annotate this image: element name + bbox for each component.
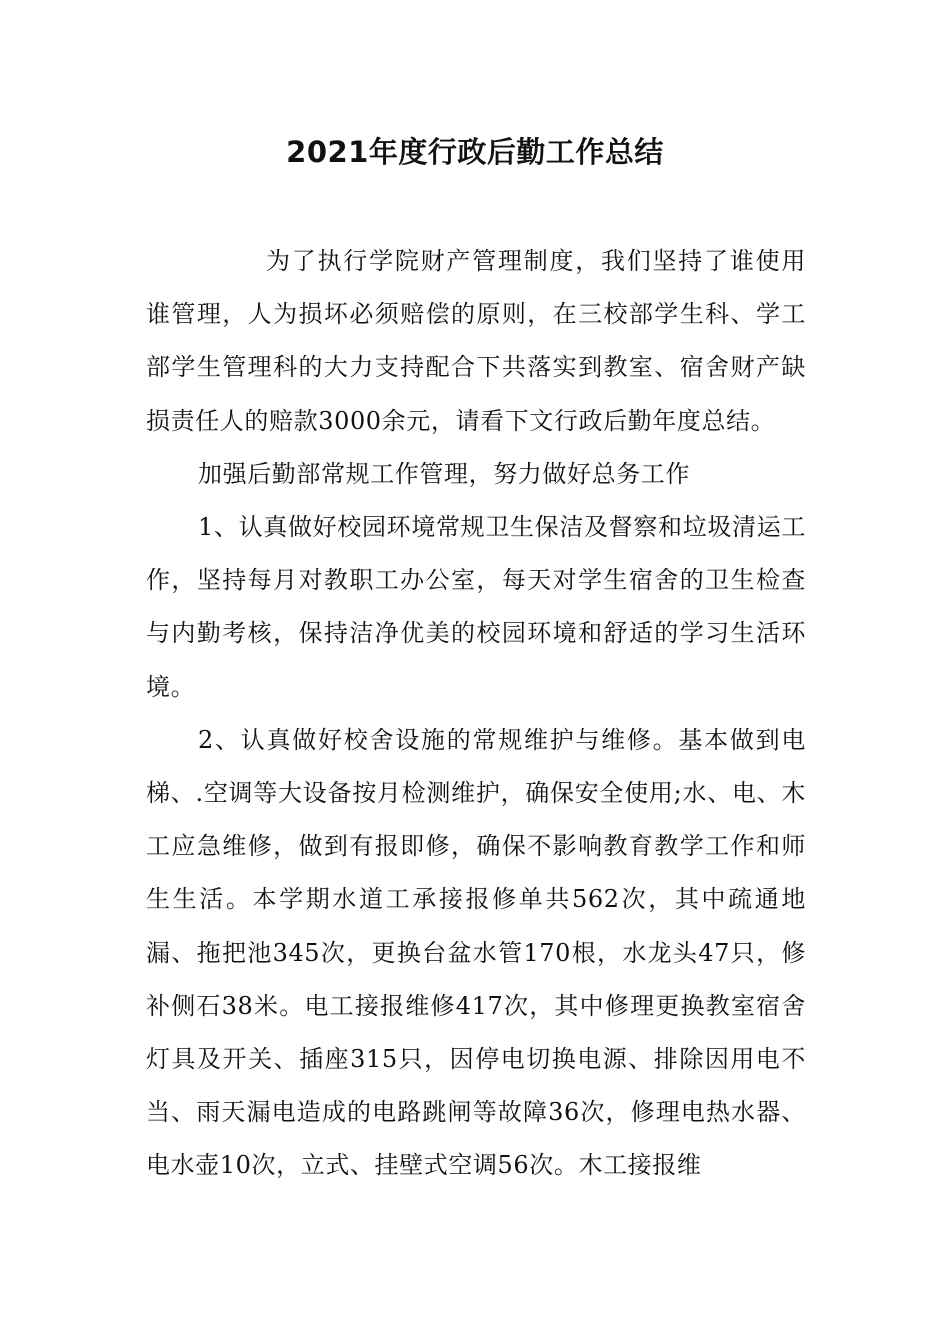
item-1-paragraph: 1、认真做好校园环境常规卫生保洁及督察和垃圾清运工作，坚持每月对教职工办公室，每天对学生宿舍的卫生检查与内勤考核，保持洁净优美的校园环境和舒适的学习生活环境。 xyxy=(146,513,806,701)
intro-paragraph: 为了执行学院财产管理制度，我们坚持了谁使用谁管理，人为损坏必须赔偿的原则，在三校部学生科、学工部学生管理科的大力支持配合下共落实到教室、宿舍财产缺损责任人的赔款3000余元，请看下文行政后勤年度总结。 xyxy=(146,247,806,435)
section-heading: 加强后勤部常规工作管理，努力做好总务工作 xyxy=(198,459,690,488)
item-2-paragraph: 2、认真做好校舍设施的常规维护与维修。基本做到电梯、.空调等大设备按月检测维护，确保安全使用;水、电、木工应急维修，做到有报即修，确保不影响教育教学工作和师生生活。本学期水道工承接报修单共562次，其中疏通地漏、拖把池345次，更换台盆水管170根，水龙头47只，修补侧石38米。电工接报维修417次，其中修理更换教室宿舍灯具及开关、插座315只，因停电切换电源、排除因用电不当、雨天漏电造成的电路跳闸等故障36次，修理电热水器、电水壶10次，立式、挂壁式空调56次。木工接报维 xyxy=(146,725,806,1180)
document-body xyxy=(146,235,806,1193)
document-title: 2021年度行政后勤工作总结 xyxy=(286,135,664,169)
